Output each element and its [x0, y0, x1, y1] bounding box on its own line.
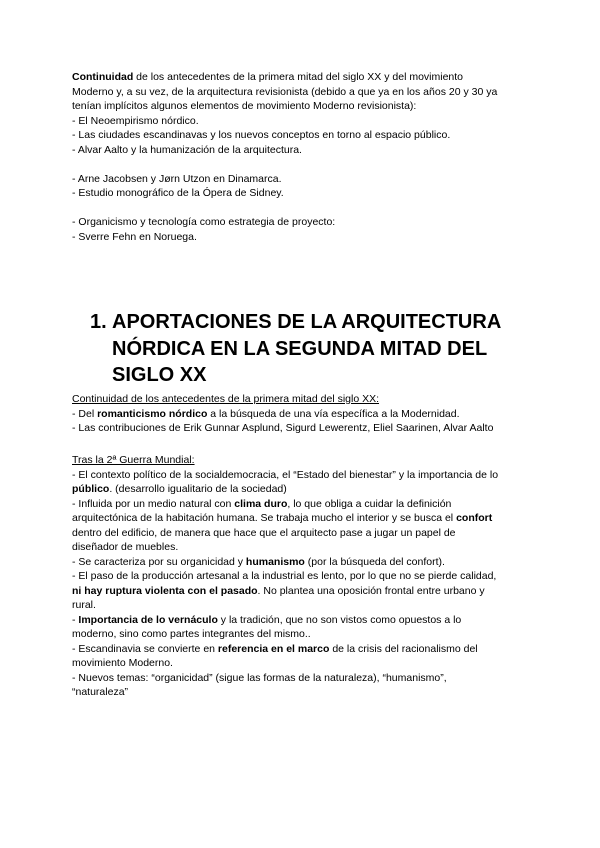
list-item: - Nuevos temas: “organicidad” (sigue las formas de la naturaleza), “humanismo”, — [72, 671, 447, 684]
list-item-cont: dentro del edificio, de manera que hace que el arquitecto pase a jugar un papel de — [72, 526, 456, 539]
list-item-cont: movimiento Moderno. — [72, 657, 173, 669]
list-item-cont — [72, 482, 542, 497]
list-item: - Las ciudades escandinavas y los nuevos conceptos en torno al espacio público. — [72, 129, 451, 141]
list-item: - Alvar Aalto y la humanización de la arquitectura. — [72, 143, 302, 156]
list-item-cont: moderno, sino como partes integrantes del mismo.. — [72, 628, 311, 640]
text: , lo que obliga a cuidar la definición — [287, 497, 452, 510]
bold-text: ni hay ruptura violenta con el pasado — [72, 584, 258, 597]
list-item — [72, 642, 542, 657]
subsection-title-text: Tras la 2ª Guerra Mundial: — [72, 454, 195, 466]
intro-line-2: Moderno y, a su vez, de la arquitectura revisionista (debido a que ya en los años 20 y 30 ya — [72, 85, 498, 98]
subsection-title — [72, 453, 542, 468]
bold-text: público — [72, 483, 110, 495]
bold-text: romanticismo nórdico — [97, 407, 208, 420]
list-item: - El paso de la producción artesanal a la industrial es lento, por lo que no se pierde calidad, — [72, 570, 497, 582]
list-item: - El Neoempirismo nórdico. — [72, 114, 199, 127]
list-item — [72, 613, 542, 628]
list-item: - Las contribuciones de Erik Gunnar Asplund, Sigurd Lewerentz, Eliel Saarinen, Alvar Aalto — [72, 422, 494, 434]
list-item: - Arne Jacobsen y Jørn Utzon en Dinamarca. — [72, 172, 282, 185]
list-item: - El contexto político de la socialdemocracia, el “Estado del bienestar” y la importancia de lo — [72, 468, 499, 481]
text: y la tradición, que no son vistos como opuestos a lo — [217, 613, 462, 626]
heading-line-1: APORTACIONES DE LA ARQUITECTURA — [112, 311, 502, 333]
bold-text: humanismo — [245, 555, 305, 568]
section-continuidad — [72, 392, 542, 436]
text: - Del — [72, 407, 98, 420]
section-heading — [90, 309, 530, 389]
section-posguerra — [72, 453, 542, 700]
list-item: - Sverre Fehn en Noruega. — [72, 230, 197, 243]
text: - Influida por un medio natural con — [72, 497, 235, 510]
text: - Se caracteriza por su organicidad y — [72, 555, 246, 568]
list-item-cont: “naturaleza” — [72, 686, 129, 698]
text: - — [72, 613, 79, 626]
text: a la búsqueda de una vía específica a la Modernidad. — [207, 407, 460, 420]
intro-text: de los antecedentes de la primera mitad del siglo XX y del movimiento — [133, 71, 464, 83]
text: . (desarrollo igualitario de la sociedad) — [109, 483, 287, 495]
bold-text: referencia en el marco — [217, 642, 330, 655]
heading-line-2: NÓRDICA EN LA SEGUNDA MITAD DEL — [112, 337, 488, 360]
intro-line-3: tenían implícitos algunos elementos de movimiento Moderno revisionista): — [72, 100, 417, 112]
text: arquitectónica de la habitación humana. Se trabaja mucho el interior y se busca el — [72, 512, 457, 524]
text: . No plantea una oposición frontal entre urbano y — [257, 584, 485, 597]
subsection-title-text: Continuidad de los antecedentes de la primera mitad del siglo XX: — [72, 393, 380, 405]
list-item: - Estudio monográfico de la Ópera de Sidney. — [72, 187, 284, 199]
list-item: - Organicismo y tecnología como estrategia de proyecto: — [72, 216, 336, 228]
list-item — [72, 555, 542, 570]
list-item — [72, 407, 542, 422]
list-item-cont — [72, 511, 542, 526]
intro-bold: Continuidad — [72, 71, 134, 83]
bold-text: clima duro — [234, 497, 288, 510]
heading-number: 1. — [90, 311, 107, 333]
text: de la crisis del racionalismo del — [329, 642, 478, 655]
list-item — [72, 497, 542, 512]
subsection-title — [72, 392, 542, 407]
list-item-cont: rural. — [72, 599, 96, 611]
intro-line-1 — [72, 70, 542, 85]
list-item-cont — [72, 584, 542, 599]
text: - Escandinavia se convierte en — [72, 642, 218, 655]
heading-line-3: SIGLO XX — [112, 364, 207, 386]
bold-text: Importancia de lo vernáculo — [78, 613, 218, 626]
list-item-cont: diseñador de muebles. — [72, 541, 179, 553]
bold-text: confort — [456, 512, 493, 524]
text: (por la búsqueda del confort). — [304, 555, 445, 568]
intro-block — [72, 70, 542, 244]
